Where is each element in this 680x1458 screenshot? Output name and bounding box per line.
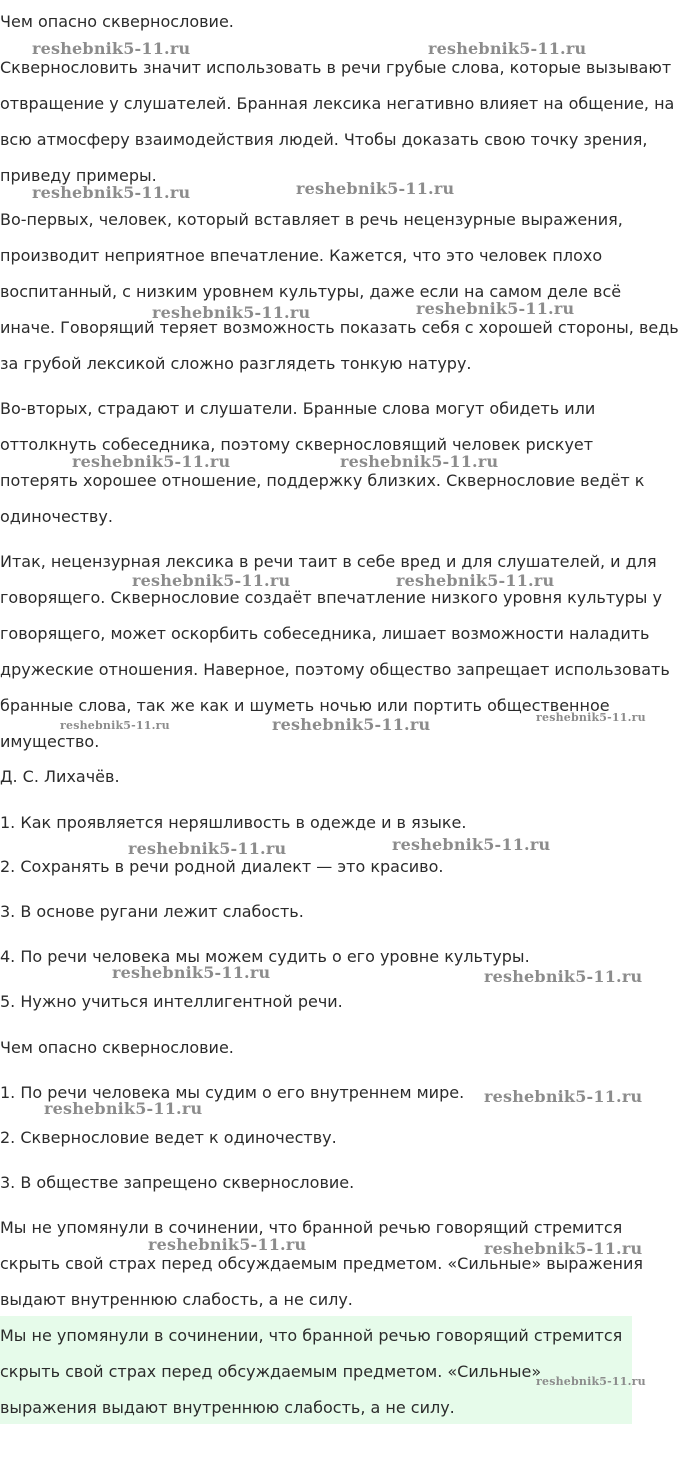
watermark: reshebnik5-11.ru — [396, 571, 555, 590]
watermark: reshebnik5-11.ru — [32, 183, 191, 202]
paragraph-2-line-5: за грубой лексикой сложно разглядеть тонкую натуру. — [0, 354, 472, 373]
paragraph-3-line-1: Во-вторых, страдают и слушатели. Бранные слова могут обидеть или — [0, 399, 596, 418]
paragraph-1-line-2: отвращение у слушателей. Бранная лексика негативно влияет на общение, на — [0, 94, 675, 113]
paragraph-5-line-1: Мы не упомянули в сочинении, что бранной речью говорящий стремится — [0, 1218, 623, 1237]
list-1-item-3: 3. В основе ругани лежит слабость. — [0, 902, 304, 921]
watermark: reshebnik5-11.ru — [60, 719, 170, 732]
watermark: reshebnik5-11.ru — [272, 715, 431, 734]
watermark: reshebnik5-11.ru — [536, 1375, 646, 1388]
watermark: reshebnik5-11.ru — [44, 1099, 203, 1118]
paragraph-1-line-3: всю атмосферу взаимодействия людей. Чтобы доказать свою точку зрения, — [0, 130, 648, 149]
list-1-item-5: 5. Нужно учиться интеллигентной речи. — [0, 992, 343, 1011]
watermark: reshebnik5-11.ru — [484, 967, 643, 986]
list-2-item-3: 3. В обществе запрещено сквернословие. — [0, 1173, 355, 1192]
section-title-2: Чем опасно сквернословие. — [0, 1038, 234, 1057]
watermark: reshebnik5-11.ru — [392, 835, 551, 854]
paragraph-2-line-1: Во-первых, человек, который вставляет в речь нецензурные выражения, — [0, 210, 623, 229]
essay-title: Чем опасно сквернословие. — [0, 12, 234, 31]
paragraph-4-line-2: говорящего. Сквернословие создаёт впечатление низкого уровня культуры у — [0, 588, 662, 607]
paragraph-4-line-4: дружеские отношения. Наверное, поэтому общество запрещает использовать — [0, 660, 670, 679]
paragraph-2-line-3: воспитанный, с низким уровнем культуры, даже если на самом деле всё — [0, 282, 622, 301]
watermark: reshebnik5-11.ru — [152, 303, 311, 322]
list-2-item-2: 2. Сквернословие ведет к одиночеству. — [0, 1128, 337, 1147]
paragraph-5-line-3: выдают внутреннюю слабость, а не силу. — [0, 1290, 353, 1309]
watermark: reshebnik5-11.ru — [484, 1087, 643, 1106]
paragraph-3-line-4: одиночеству. — [0, 507, 113, 526]
watermark: reshebnik5-11.ru — [112, 963, 271, 982]
paragraph-4-line-5: бранные слова, так же как и шуметь ночью или портить общественное — [0, 696, 610, 715]
paragraph-4-line-6: имущество. — [0, 732, 100, 751]
answer-line-1: Мы не упомянули в сочинении, что бранной речью говорящий стремится — [0, 1326, 623, 1345]
watermark: reshebnik5-11.ru — [416, 299, 575, 318]
watermark: reshebnik5-11.ru — [340, 452, 499, 471]
answer-line-2: скрыть свой страх перед обсуждаемым предметом. «Сильные» — [0, 1362, 542, 1381]
list-2-item-1: 1. По речи человека мы судим о его внутреннем мире. — [0, 1083, 465, 1102]
list-1-item-1: 1. Как проявляется неряшливость в одежде и в языке. — [0, 813, 467, 832]
paragraph-3-line-3: потерять хорошее отношение, поддержку близких. Сквернословие ведёт к — [0, 471, 645, 490]
watermark: reshebnik5-11.ru — [32, 39, 191, 58]
paragraph-2-line-4: иначе. Говорящий теряет возможность показать себя с хорошей стороны, ведь — [0, 318, 679, 337]
paragraph-5-line-2: скрыть свой страх перед обсуждаемым предметом. «Сильные» выражения — [0, 1254, 643, 1273]
watermark: reshebnik5-11.ru — [132, 571, 291, 590]
author-name: Д. С. Лихачёв. — [0, 767, 120, 786]
watermark: reshebnik5-11.ru — [428, 39, 587, 58]
answer-line-3: выражения выдают внутреннюю слабость, а не силу. — [0, 1398, 455, 1417]
paragraph-4-line-1: Итак, нецензурная лексика в речи таит в себе вред и для слушателей, и для — [0, 552, 657, 571]
watermark: reshebnik5-11.ru — [536, 711, 646, 724]
paragraph-1-line-1: Сквернословить значит использовать в речи грубые слова, которые вызывают — [0, 58, 672, 77]
watermark: reshebnik5-11.ru — [296, 179, 455, 198]
list-1-item-4: 4. По речи человека мы можем судить о его уровне культуры. — [0, 947, 530, 966]
paragraph-4-line-3: говорящего, может оскорбить собеседника, лишает возможности наладить — [0, 624, 650, 643]
watermark: reshebnik5-11.ru — [72, 452, 231, 471]
paragraph-3-line-2: оттолкнуть собеседника, поэтому сквернословящий человек рискует — [0, 435, 594, 454]
paragraph-1-line-4: приведу примеры. — [0, 166, 157, 185]
list-1-item-2: 2. Сохранять в речи родной диалект — это красиво. — [0, 857, 444, 876]
watermark: reshebnik5-11.ru — [148, 1235, 307, 1254]
watermark: reshebnik5-11.ru — [128, 839, 287, 858]
watermark: reshebnik5-11.ru — [484, 1239, 643, 1258]
paragraph-2-line-2: производит неприятное впечатление. Кажется, что это человек плохо — [0, 246, 603, 265]
